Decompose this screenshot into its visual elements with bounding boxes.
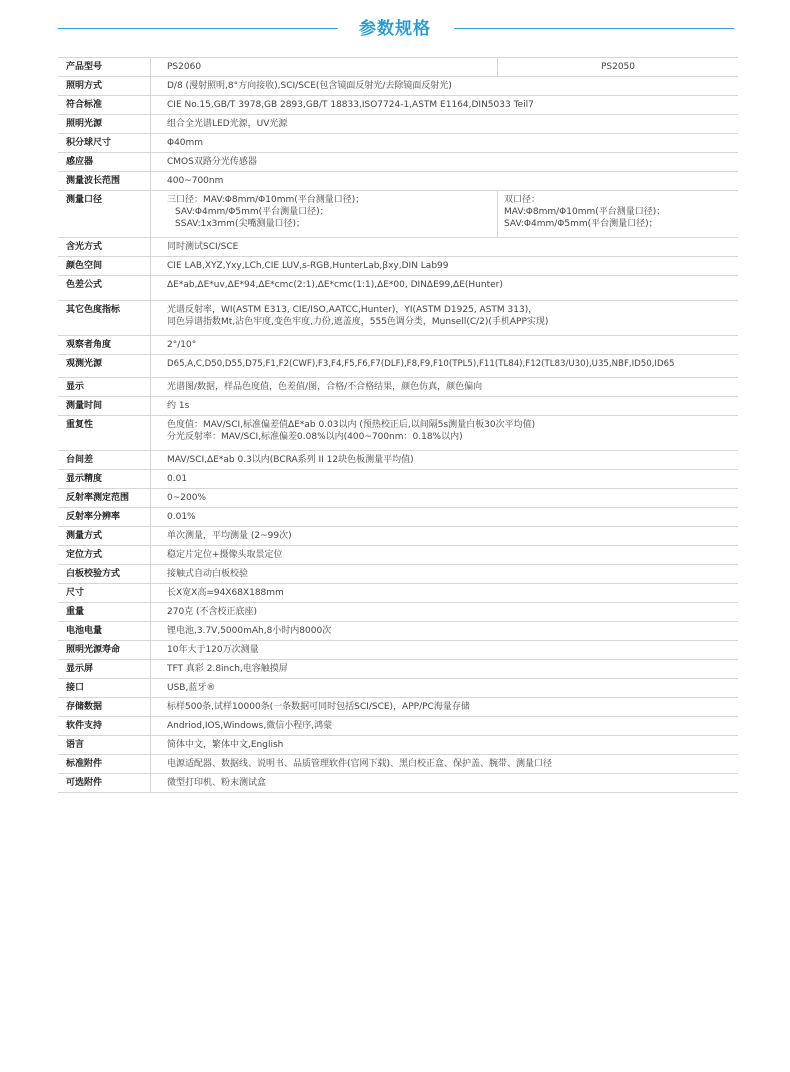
table-row [58,527,738,546]
row-value [151,416,739,451]
row-label: 照明光源 [58,115,151,134]
table-row [58,96,738,115]
aperture-line: 双口径： [504,195,541,205]
aperture-line: 三口径：MAV:Φ8mm/Φ10mm(平台测量口径)； [167,195,365,205]
row-label: 积分球尺寸 [58,134,151,153]
row-label: 含光方式 [58,238,151,257]
row-label: 显示 [58,378,151,397]
row-label: 白板校验方式 [58,565,151,584]
row-value: 光谱图/数据，样品色度值，色差值/图，合格/不合格结果，颜色仿真，颜色偏向 [151,378,739,397]
table-row [58,397,738,416]
row-value: 0.01% [151,508,739,527]
table-row [58,622,738,641]
table-row [58,603,738,622]
row-label: 观测光源 [58,355,151,378]
table-row [58,191,738,238]
row-value: 2°/10° [151,336,739,355]
row-label: 符合标准 [58,96,151,115]
row-value: 约 1s [151,397,739,416]
table-row [58,77,738,96]
aperture-ps2060 [151,191,498,238]
value-line: 色度值：MAV/SCI,标准偏差值ΔE*ab 0.03以内 (预热校正后,以间隔5s测量白板30次平均值) [167,420,536,430]
page-title: 参数规格 [359,19,431,39]
row-value: 锂电池,3.7V,5000mAh,8小时内8000次 [151,622,739,641]
row-value: CIE LAB,XYZ,Yxy,LCh,CIE LUV,s-RGB,HunterLab,βxy,DIN Lab99 [151,257,739,276]
row-label: 定位方式 [58,546,151,565]
row-value: USB,蓝牙® [151,679,739,698]
row-value: 0.01 [151,470,739,489]
row-label: 接口 [58,679,151,698]
row-label: 语言 [58,736,151,755]
row-value: ΔE*ab,ΔE*uv,ΔE*94,ΔE*cmc(2:1),ΔE*cmc(1:1),ΔE*00, DINΔE99,ΔE(Hunter) [151,276,739,301]
row-value: 标样500条,试样10000条(一条数据可同时包括SCI/SCE)，APP/PC海量存储 [151,698,739,717]
table-row [58,736,738,755]
table-row [58,355,738,378]
table-row [58,451,738,470]
row-label: 显示精度 [58,470,151,489]
row-label: 台间差 [58,451,151,470]
row-label: 反射率分辨率 [58,508,151,527]
table-row [58,698,738,717]
row-label: 反射率测定范围 [58,489,151,508]
row-value: D65,A,C,D50,D55,D75,F1,F2(CWF),F3,F4,F5,F6,F7(DLF),F8,F9,F10(TPL5),F11(TL84),F12(TL83/U30),U35,NBF,ID50,ID65 [151,355,739,378]
row-label: 重量 [58,603,151,622]
table-row [58,717,738,736]
table-row [58,755,738,774]
row-value: 稳定片定位+摄像头取景定位 [151,546,739,565]
row-value: 简体中文，繁体中文,English [151,736,739,755]
row-value: 0~200% [151,489,739,508]
row-value: 270克 (不含校正底座) [151,603,739,622]
aperture-line: MAV:Φ8mm/Φ10mm(平台测量口径)； [504,207,666,217]
header-rule-right [454,28,734,29]
table-row [58,172,738,191]
row-value: MAV/SCI,ΔE*ab 0.3以内(BCRA系列 II 12块色板测量平均值) [151,451,739,470]
row-label: 感应器 [58,153,151,172]
row-value: CIE No.15,GB/T 3978,GB 2893,GB/T 18833,ISO7724-1,ASTM E1164,DIN5033 Teil7 [151,96,739,115]
value-line: 光谱反射率，WI(ASTM E313, CIE/ISO,AATCC,Hunter)，YI(ASTM D1925, ASTM 313)， [167,305,538,315]
model-ps2050: PS2050 [498,58,739,77]
row-label: 测量波长范围 [58,172,151,191]
table-row [58,336,738,355]
row-value [151,301,739,336]
row-value: D/8 (漫射照明,8°方向接收),SCI/SCE(包含镜面反射光/去除镜面反射光) [151,77,739,96]
table-row [58,134,738,153]
row-label: 重复性 [58,416,151,451]
row-label: 产品型号 [58,58,151,77]
row-value: 10年大于120万次测量 [151,641,739,660]
aperture-line: SSAV:1x3mm(尖嘴测量口径)； [175,219,305,229]
row-value: 组合全光谱LED光源，UV光源 [151,115,739,134]
row-value: 微型打印机、粉末测试盒 [151,774,739,793]
row-value: 400~700nm [151,172,739,191]
row-label: 其它色度指标 [58,301,151,336]
table-row [58,238,738,257]
model-ps2060: PS2060 [151,58,498,77]
table-row [58,115,738,134]
table-row [58,470,738,489]
aperture-line: SAV:Φ4mm/Φ5mm(平台测量口径)； [175,207,329,217]
table-row [58,679,738,698]
table-row [58,565,738,584]
row-label: 电池电量 [58,622,151,641]
table-row [58,276,738,301]
row-label: 颜色空间 [58,257,151,276]
row-label: 照明光源寿命 [58,641,151,660]
row-label: 测量口径 [58,191,151,238]
aperture-ps2050 [498,191,739,238]
row-label: 显示屏 [58,660,151,679]
table-row [58,508,738,527]
row-label: 尺寸 [58,584,151,603]
row-label: 照明方式 [58,77,151,96]
row-label: 软件支持 [58,717,151,736]
table-row [58,546,738,565]
value-line: 同色异谱指数Mt,沾色牢度,变色牢度,力份,遮盖度，555色调分类，Munsell(C/2)(手机APP实现) [167,317,549,327]
row-value: TFT 真彩 2.8inch,电容触摸屏 [151,660,739,679]
section-header [0,0,790,56]
row-label: 测量时间 [58,397,151,416]
row-value: 单次测量，平均测量 (2~99次) [151,527,739,546]
value-line: 分光反射率：MAV/SCI,标准偏差0.08%以内(400~700nm：0.18%以内) [167,432,463,442]
row-value: 电源适配器、数据线、说明书、品质管理软件(官网下载)、黑白校正盒、保护盖、腕带、测量口径 [151,755,739,774]
table-row [58,584,738,603]
table-row [58,774,738,793]
row-label: 存储数据 [58,698,151,717]
table-row [58,489,738,508]
row-value: 长X宽X高=94X68X188mm [151,584,739,603]
table-row [58,416,738,451]
row-value: Andriod,IOS,Windows,微信小程序,鸿蒙 [151,717,739,736]
table-row [58,660,738,679]
row-value: CMOS双路分光传感器 [151,153,739,172]
row-label: 色差公式 [58,276,151,301]
row-value: 接触式自动白板校验 [151,565,739,584]
row-value: Φ40mm [151,134,739,153]
aperture-line: SAV:Φ4mm/Φ5mm(平台测量口径)； [504,219,658,229]
row-label: 标准附件 [58,755,151,774]
table-row [58,257,738,276]
row-value: 同时测试SCI/SCE [151,238,739,257]
table-row [58,641,738,660]
row-label: 可选附件 [58,774,151,793]
spec-table [58,57,738,793]
table-row [58,301,738,336]
row-label: 观察者角度 [58,336,151,355]
table-row [58,378,738,397]
table-row [58,58,738,77]
table-row [58,153,738,172]
row-label: 测量方式 [58,527,151,546]
